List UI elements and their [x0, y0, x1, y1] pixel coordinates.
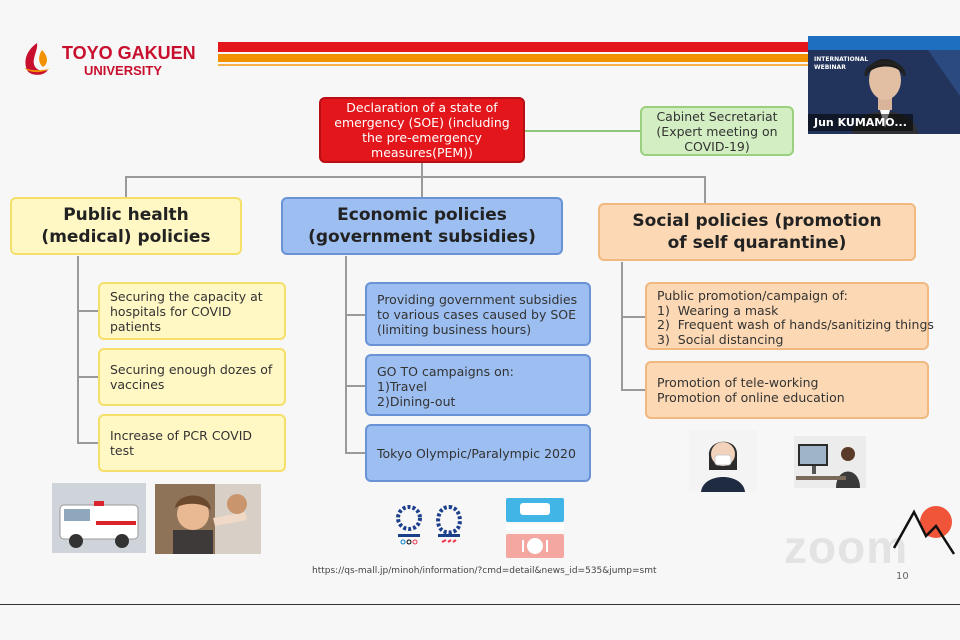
connector-left-down: [125, 176, 127, 198]
ambulance-photo: [52, 483, 146, 553]
public-promotion-item: [645, 282, 934, 350]
participant-name-label: Jun KUMAMO...: [808, 114, 913, 131]
connector-right-1: [621, 316, 645, 318]
promotion-distancing: 3) Social distancing: [657, 331, 784, 347]
connector-left-2: [77, 376, 98, 378]
subsidies-item: Providing government subsidies to various cases caused by SOE (limiting business hours): [365, 282, 591, 346]
vaccines-item: Securing enough dozes of vaccines: [98, 348, 286, 406]
logo-line-1: TOYO GAKUEN: [62, 43, 196, 63]
teleworking-text: Promotion of tele-working: [657, 375, 819, 390]
connector-left-1: [77, 310, 98, 312]
connector-soe-down: [421, 163, 423, 177]
cabinet-secretariat-box: Cabinet Secretariat (Expert meeting on COVID-19): [640, 106, 794, 156]
promotion-handwash: 2) Frequent wash of hands/sanitizing things: [657, 317, 934, 332]
economic-policies-header: Economic policies (government subsidies): [281, 197, 563, 255]
logo-line-2: UNIVERSITY: [84, 63, 163, 78]
pcr-test-item: Increase of PCR COVID test: [98, 414, 286, 472]
header-stripe-thin: [218, 64, 810, 66]
bottom-divider: [0, 604, 960, 605]
header-stripe-red: [218, 42, 810, 52]
connector-mid-vertical: [345, 256, 347, 453]
remote-promotion-item: [645, 361, 929, 419]
connector-mid-1: [345, 314, 365, 316]
connector-mid-3: [345, 452, 365, 454]
connector-mid-down: [421, 176, 423, 198]
olympic-item: Tokyo Olympic/Paralympic 2020: [365, 424, 591, 482]
connector-right-2: [621, 389, 645, 391]
online-education-text: Promotion of online education: [657, 390, 845, 405]
goto-campaigns-item: [365, 354, 591, 416]
promotion-mask: 1) Wearing a mask: [657, 302, 779, 318]
connector-right-vertical: [621, 262, 623, 390]
goto-dining: 2)Dining-out: [377, 394, 456, 409]
teleworking-photo: [794, 436, 866, 488]
goto-campaign-logo: [506, 498, 564, 558]
mountain-sun-icon: [892, 498, 956, 562]
public-health-header: Public health (medical) policies: [10, 197, 242, 255]
zoom-watermark: zoom: [784, 521, 909, 573]
page-number: 10: [896, 571, 909, 582]
source-url: https://qs-mall.jp/minoh/information/?cmd=detail&news_id=535&jump=smt: [312, 566, 657, 576]
vaccination-photo: [155, 484, 261, 554]
webinar-banner-text: INTERNATIONAL WEBINAR: [814, 56, 869, 71]
connector-left-vertical: [77, 256, 79, 443]
tokyo2020-olympic-logo: [394, 504, 424, 546]
connector-horizontal: [125, 176, 705, 178]
flame-logo-icon: [18, 40, 56, 78]
tokyo2020-paralympic-logo: [434, 504, 464, 546]
promotion-title: Public promotion/campaign of:: [657, 288, 848, 303]
participant-video-tile[interactable]: [808, 36, 960, 134]
soe-box: Declaration of a state of emergency (SOE) (including the pre-emergency measures(PEM)): [319, 97, 525, 163]
hospital-capacity-item: Securing the capacity at hospitals for COVID patients: [98, 282, 286, 340]
university-logo: [18, 40, 208, 80]
mask-woman-photo: [689, 430, 757, 492]
goto-travel: 1)Travel: [377, 379, 427, 394]
social-policies-header: Social policies (promotion of self quarantine): [598, 203, 916, 261]
connector-right-down: [704, 176, 706, 204]
connector-left-3: [77, 442, 98, 444]
connector-mid-2: [345, 385, 365, 387]
connector-soe-cabinet: [525, 130, 641, 132]
header-stripe-orange: [218, 54, 810, 62]
goto-campaigns-title: GO TO campaigns on:: [377, 364, 514, 379]
